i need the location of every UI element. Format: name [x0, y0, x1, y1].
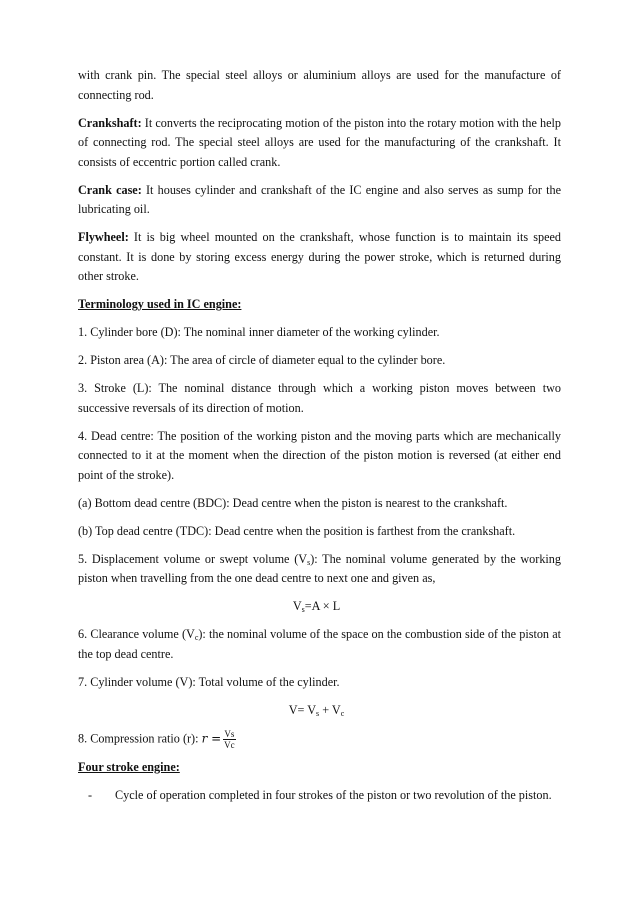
bullet-item [88, 786, 561, 806]
fraction-denominator: Vc [224, 739, 235, 750]
clearance-volume-sub: c [194, 633, 199, 642]
terminology-heading-text: Terminology used in IC engine: [78, 297, 242, 311]
swept-volume-post: ): The nominal volume generated by the working piston when travelling from the one dead centre to next one and given as, [78, 551, 561, 585]
term-dead-centre: 4. Dead centre: The position of the working piston and the moving parts which are mechanically connected to it at the moment when the direction of the piston motion is reversed (at either end point of the stroke). [78, 428, 561, 482]
eq-v-lhs: V= V [288, 702, 317, 717]
equation-swept-volume [78, 597, 561, 617]
term-piston-area: 2. Piston area (A): The area of circle of diameter equal to the cylinder bore. [78, 353, 446, 367]
bullet-text: Cycle of operation completed in four strokes of the piston or two revolution of the piston. [115, 788, 552, 802]
eq-vs-sub: s [301, 605, 305, 614]
term-cylinder-bore: 1. Cylinder bore (D): The nominal inner diameter of the working cylinder. [78, 325, 440, 339]
fraction-numerator: Vs [224, 728, 235, 739]
term-tdc: (b) Top dead centre (TDC): Dead centre when the position is farthest from the crankshaft. [78, 523, 516, 538]
compression-ratio-fraction [223, 729, 236, 750]
text-crank-case: It houses cylinder and crankshaft of the IC engine and also serves as sump for the lubricating oil. [78, 182, 561, 216]
term-bdc: (a) Bottom dead centre (BDC): Dead centre when the piston is nearest to the crankshaft. [78, 495, 508, 510]
eq-vs-rest: =A × L [304, 599, 341, 613]
paragraph-flywheel [78, 228, 561, 287]
text-crankshaft: It converts the reciprocating motion of the piston into the rotary motion with the help of connecting rod. The special steel alloys are used for the manufacturing of the crankshaft. It consists of eccentric portion called crank. [78, 115, 561, 169]
term-clearance-volume [78, 625, 561, 664]
term-crankshaft: Crankshaft: [78, 115, 142, 130]
heading-four-stroke [78, 758, 561, 778]
eq-v-sub2: c [340, 708, 345, 718]
clearance-volume-pre: 6. Clearance volume (V [78, 627, 195, 641]
paragraph-crankshaft [78, 114, 561, 173]
eq-v-mid: + V [319, 702, 341, 717]
clearance-volume-post: ): the nominal volume of the space on the combustion side of the piston at the top dead centre. [78, 627, 562, 661]
eq-vs-v: V [292, 599, 302, 613]
compression-ratio-text: 8. Compression ratio (r): [78, 730, 202, 745]
paragraph-crank-case [78, 181, 561, 220]
four-stroke-heading-text: Four stroke engine: [78, 760, 180, 774]
term-swept-volume [78, 550, 561, 589]
swept-volume-pre: 5. Displacement volume or swept volume (V [78, 551, 308, 566]
term-flywheel: Flywheel: [78, 230, 129, 244]
compression-ratio-math: r = [201, 730, 222, 745]
term-cylinder-volume: 7. Cylinder volume (V): Total volume of the cylinder. [78, 674, 340, 689]
term-stroke: 3. Stroke (L): The nominal distance through which a working piston moves between two successive reversals of its direction of motion. [78, 381, 561, 415]
eq-v-sub1: s [316, 708, 320, 718]
paragraph-connecting-rod: with crank pin. The special steel alloys or aluminium alloys are used for the manufacture of connecting rod. [78, 68, 561, 102]
term-compression-ratio [78, 729, 561, 750]
heading-terminology [78, 295, 561, 315]
document-page [78, 66, 561, 806]
text-flywheel: It is big wheel mounted on the crankshaft, whose function is to maintain its speed constant. It is done by storing excess energy during the power stroke, which is returned during other stroke. [78, 230, 561, 283]
term-crank-case: Crank case: [78, 182, 142, 197]
swept-volume-sub: s [307, 557, 311, 567]
bullet-dash: - [88, 788, 93, 802]
equation-cylinder-volume [78, 701, 561, 721]
